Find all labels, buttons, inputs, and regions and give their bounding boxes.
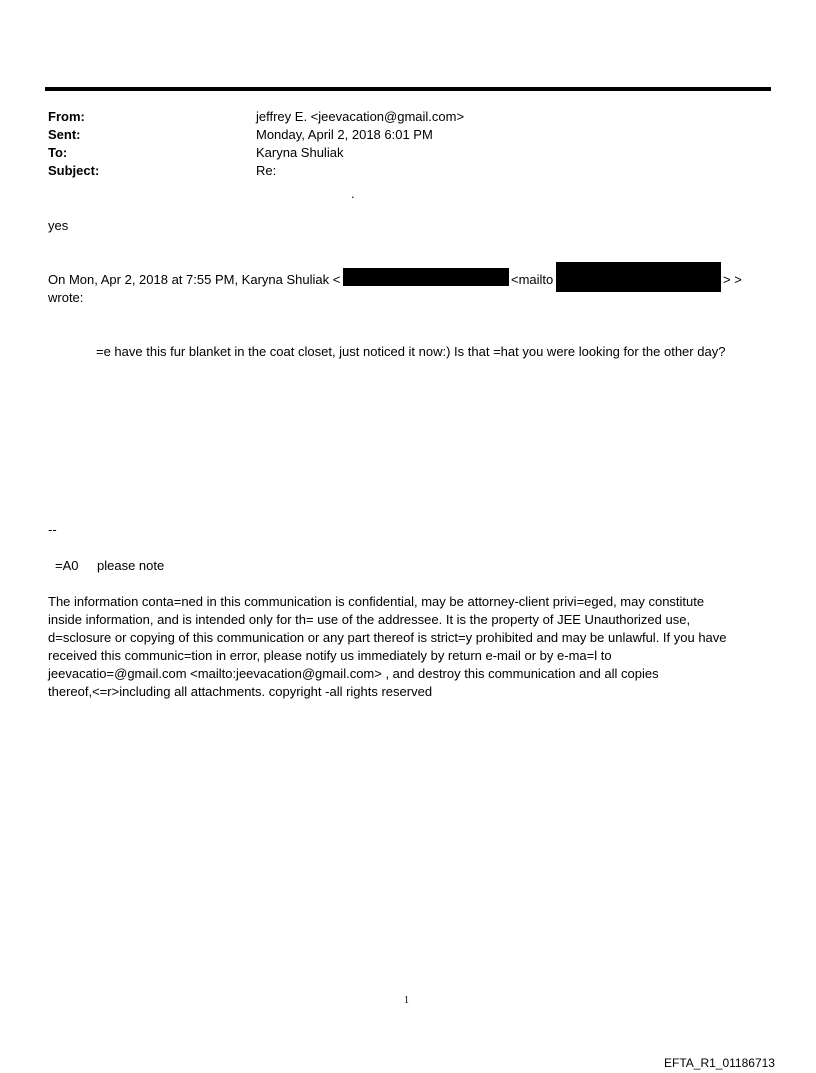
confidentiality-line: inside information, and is intended only for th= use of the addressee. It is the property of JEE Unauthorized use, (48, 612, 691, 627)
confidentiality-line: d=sclosure or copying of this communication or any part thereof is strict=y prohibited and may be unlawful. If you have (48, 630, 727, 645)
confidentiality-notice (48, 593, 768, 701)
quote-intro-line-2: wrote: (48, 290, 84, 305)
redaction-box (343, 268, 509, 286)
subject-label: Subject: (48, 163, 100, 178)
to-label: To: (48, 145, 68, 160)
confidentiality-line: received this communic=tion in error, please notify us immediately by return e-mail or by e-ma=l to (48, 648, 612, 663)
header-rule (45, 87, 771, 91)
signature-a0: =A0 (55, 558, 79, 573)
from-label: From: (48, 109, 85, 124)
subject-value: Re: (256, 163, 277, 178)
signature-dashes: -- (48, 522, 57, 537)
redaction-box (556, 262, 721, 292)
quote-intro-mailto: <mailto (511, 272, 554, 287)
from-value: jeffrey E. <jeevacation@gmail.com> (256, 109, 465, 124)
quote-intro-line-1: On Mon, Apr 2, 2018 at 7:55 PM, Karyna Shuliak < (48, 272, 341, 287)
confidentiality-line: jeevacatio=@gmail.com <mailto:jeevacation@gmail.com> , and destroy this communication and all copies (48, 666, 659, 681)
signature-note: please note (97, 558, 165, 573)
quote-intro-end: > > (723, 272, 742, 287)
quoted-message: =e have this fur blanket in the coat closet, just noticed it now:) Is that =hat you were looking for the other day? (96, 344, 726, 359)
stray-dot: . (351, 186, 355, 201)
sent-value: Monday, April 2, 2018 6:01 PM (256, 127, 433, 142)
reply-text: yes (48, 218, 69, 233)
sent-label: Sent: (48, 127, 81, 142)
to-value: Karyna Shuliak (256, 145, 344, 160)
document-id: EFTA_R1_01186713 (664, 1056, 775, 1070)
confidentiality-line: thereof,<=r>including all attachments. copyright -all rights reserved (48, 684, 433, 699)
page-number: 1 (404, 995, 409, 1006)
confidentiality-line: The information conta=ned in this communication is confidential, may be attorney-client privi=eged, may constitute (48, 594, 705, 609)
